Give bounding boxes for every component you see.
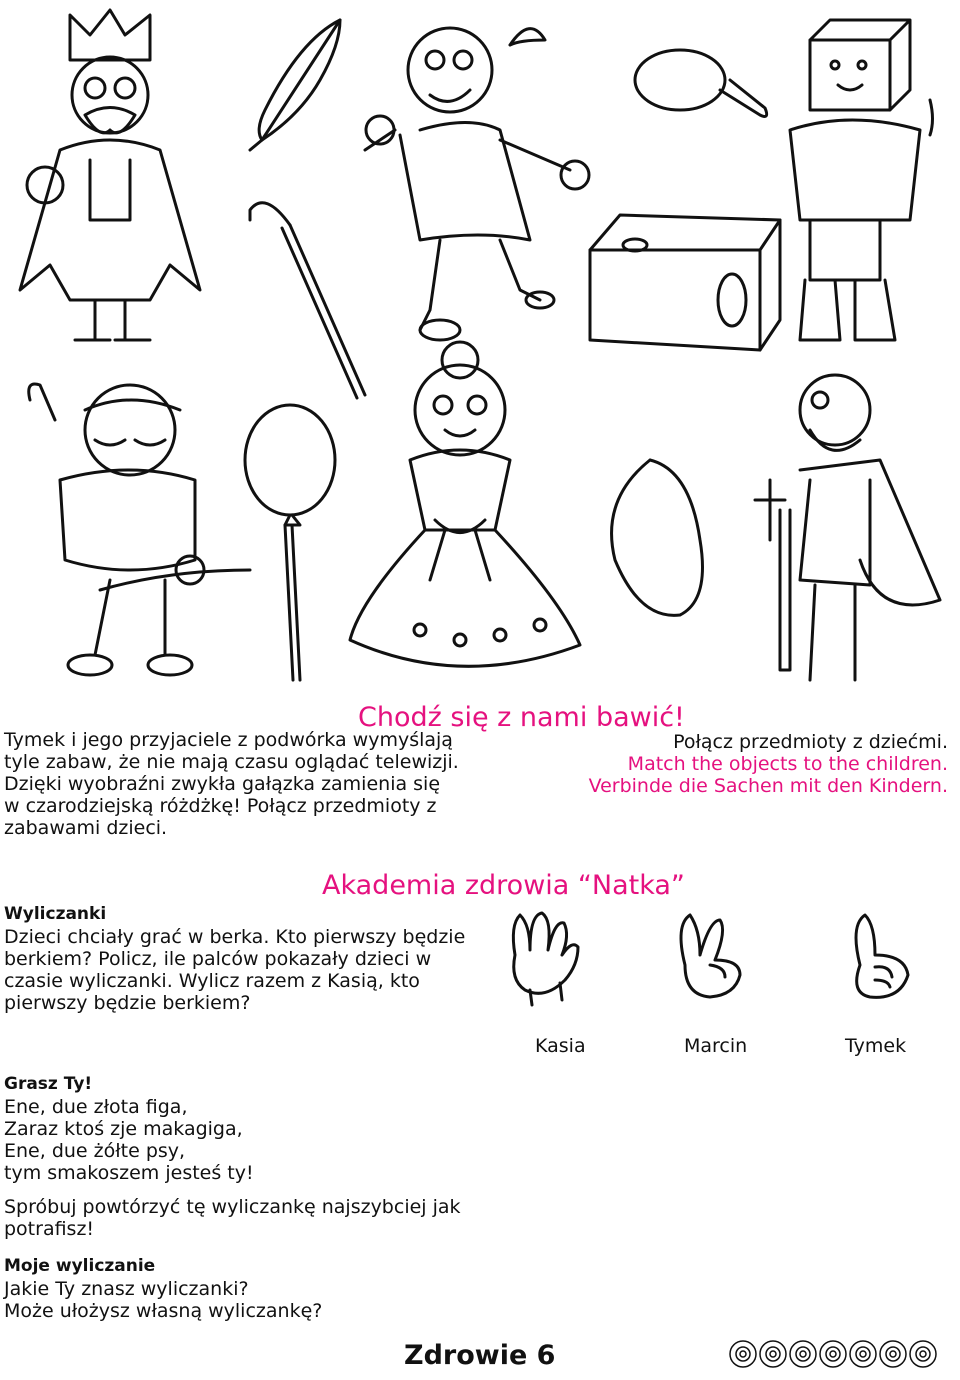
necklace-drawing xyxy=(612,460,703,615)
story-line: tyle zabaw, że nie mają czasu oglądać telewizji. xyxy=(4,751,459,773)
wyliczanki-line: Dzieci chciały grać w berka. Kto pierwszy będzie xyxy=(4,926,466,948)
box-head-boy-drawing xyxy=(790,20,933,340)
story-line: w czarodziejską różdżkę! Połącz przedmioty z xyxy=(4,795,437,817)
instruction-pl: Połącz przedmioty z dziećmi. xyxy=(673,731,948,753)
box-drawing xyxy=(590,215,780,350)
footer-title: Zdrowie 6 xyxy=(404,1340,556,1371)
flower-border-decoration xyxy=(728,1333,956,1379)
cane-drawing xyxy=(250,203,365,398)
story-line: Tymek i jego przyjaciele z podwórka wymyślają xyxy=(4,729,453,751)
wyliczanki-line: pierwszy będzie berkiem? xyxy=(4,992,251,1014)
rhyme-line: Zaraz ktoś zje makagiga, xyxy=(4,1118,243,1140)
tip-line: potrafisz! xyxy=(4,1218,95,1240)
hand-two-fingers xyxy=(665,905,755,1019)
moje-wyliczanie-title: Moje wyliczanie xyxy=(4,1256,156,1276)
tip-text xyxy=(4,1196,461,1240)
wyliczanki-line: berkiem? Policz, ile palców pokazały dzieci w xyxy=(4,948,432,970)
child-name-marcin: Marcin xyxy=(684,1035,748,1057)
story-line: Dzięki wyobraźni zwykła gałązka zamienia się xyxy=(4,773,441,795)
match-instructions xyxy=(589,731,948,797)
rhyme-text xyxy=(4,1096,254,1184)
story-line: zabawami dzieci. xyxy=(4,817,168,839)
hand-one-finger xyxy=(830,905,920,1019)
story-heading: Chodź się z nami bawić! xyxy=(358,702,685,733)
child-name-kasia: Kasia xyxy=(535,1035,586,1057)
child-name-tymek: Tymek xyxy=(845,1035,907,1057)
instruction-de: Verbinde die Sachen mit den Kindern. xyxy=(588,775,948,797)
girl-boa-drawing xyxy=(365,28,589,340)
moje-line: Może ułożysz własną wyliczankę? xyxy=(4,1300,323,1322)
strainer-drawing xyxy=(635,50,767,116)
grasz-ty-title: Grasz Ty! xyxy=(4,1074,93,1094)
moje-text xyxy=(4,1278,322,1322)
hand-four-fingers xyxy=(500,905,590,1019)
balloon-drawing xyxy=(245,405,335,680)
instruction-en: Match the objects to the children. xyxy=(627,753,948,775)
feather-drawing xyxy=(250,20,340,150)
rhyme-line: tym smakoszem jesteś ty! xyxy=(4,1162,254,1184)
akademia-heading: Akademia zdrowia “Natka” xyxy=(322,870,685,901)
indian-boy-drawing xyxy=(29,384,250,675)
moje-line: Jakie Ty znasz wyliczanki? xyxy=(4,1278,249,1300)
tip-line: Spróbuj powtórzyć tę wyliczankę najszybciej jak xyxy=(4,1196,461,1218)
wyliczanki-paragraph xyxy=(4,926,484,1014)
wyliczanki-title: Wyliczanki xyxy=(4,904,107,924)
rhyme-line: Ene, due żółte psy, xyxy=(4,1140,186,1162)
wyliczanki-line: czasie wyliczanki. Wylicz razem z Kasią, kto xyxy=(4,970,420,992)
king-drawing xyxy=(20,10,200,340)
princess-drawing xyxy=(350,342,580,666)
knight-boy-drawing xyxy=(755,375,940,680)
rhyme-line: Ene, due złota figa, xyxy=(4,1096,188,1118)
story-paragraph xyxy=(4,729,484,839)
